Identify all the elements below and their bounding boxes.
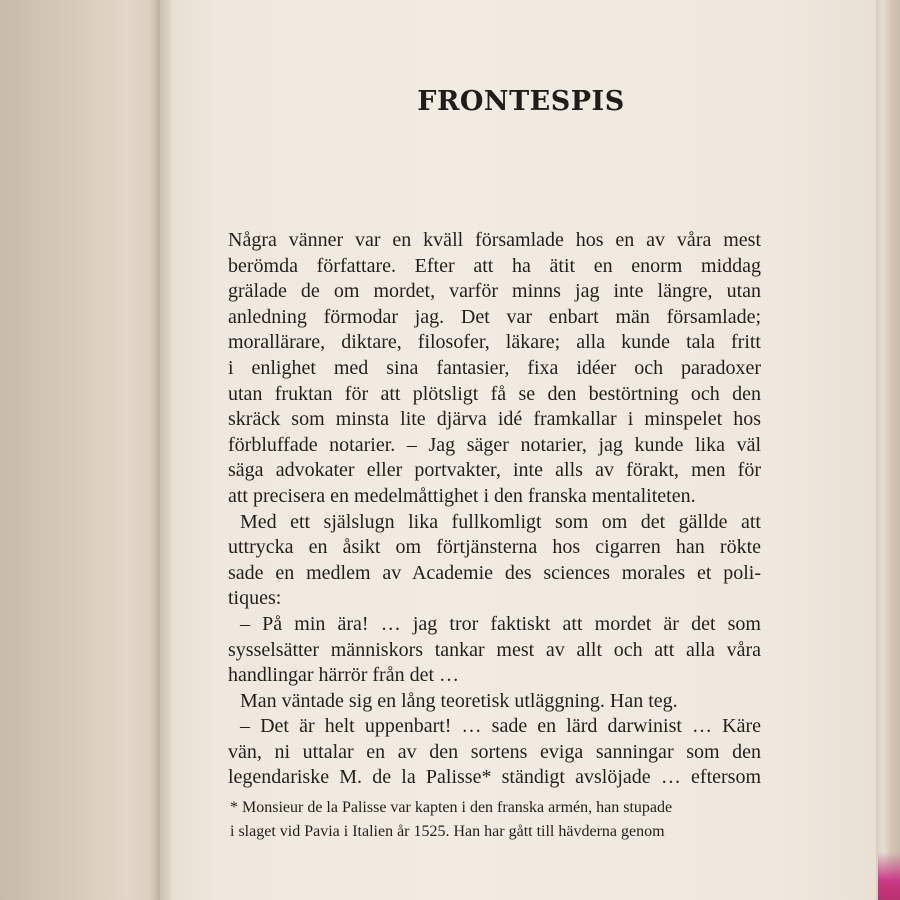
body-line: förbluffade notarier. – Jag säger notarier, jag kunde lika väl [228,433,761,456]
body-line: skräck som minsta lite djärva idé framkallar i minspelet hos [228,408,761,431]
cover-edge [878,852,900,900]
body-line: sysselsätter människors tankar mest av allt och att alla våra [228,638,761,661]
body-line: – Det är helt uppenbart! … sade en lärd darwinist … Käre [240,715,761,738]
body-line: Några vänner var en kväll församlade hos en av våra mest [228,229,761,251]
body-line: – På min ära! … jag tror faktiskt att mordet är det som [240,612,761,635]
body-line: Man väntade sig en lång teoretisk utläggning. Han teg. [240,689,678,712]
body-line: att precisera en medelmåttighet i den franska mentaliteten. [228,484,696,507]
body-line: sade en medlem av Academie des sciences morales et poli- [228,561,761,584]
footnote-line: i slaget vid Pavia i Italien år 1525. Han har gått till hävderna genom [230,823,665,840]
body-line: handlingar härrör från det … [228,664,460,687]
book-gutter [150,0,172,900]
page-title: FRONTESPIS [417,86,625,117]
body-line: säga advokater eller portvakter, inte alls av förakt, men för [228,459,761,482]
body-line: morallärare, diktare, filosofer, läkare; alla kunde tala fritt [228,331,761,354]
body-line: legendariske M. de la Palisse* ständigt avslöjade … eftersom [228,766,761,789]
body-line: Med ett själslugn lika fullkomligt som om det gällde att [240,510,761,533]
body-line: i enlighet med sina fantasier, fixa idéer och paradoxer [228,356,761,379]
body-line: tiques: [228,587,282,610]
body-line: anledning förmodar jag. Det var enbart män församlade; [228,305,761,328]
page-edge [876,0,900,900]
body-line: utan fruktan för att plötsligt få se den bestörtning och den [228,382,761,405]
footnote-line: * Monsieur de la Palisse var kapten i den franska armén, han stupade [230,799,673,816]
body-line: berömda författare. Efter att ha ätit en enorm middag [228,254,761,277]
body-line: uttrycka en åsikt om förtjänsterna hos cigarren han rökte [228,536,761,559]
body-line: grälade de om mordet, varför minns jag inte längre, utan [228,280,761,303]
body-line: vän, ni uttalar en av den sortens eviga sanningar som den [228,740,761,763]
footnote [230,796,770,844]
body-text [228,228,761,791]
left-page [0,0,160,900]
